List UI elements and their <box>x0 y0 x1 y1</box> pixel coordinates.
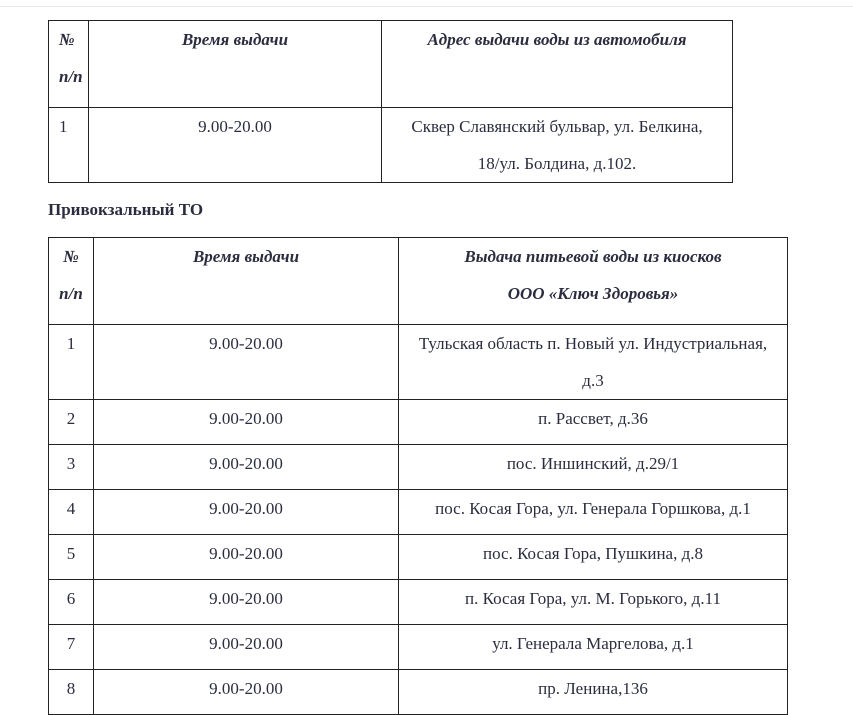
row-time-cell: 9.00-20.00 <box>94 625 399 670</box>
header-num-label: п/п <box>59 67 83 86</box>
row-num-cell: 8 <box>49 670 94 715</box>
kiosk-table <box>48 237 788 715</box>
section-title: Привокзальный ТО <box>48 200 204 219</box>
table-row <box>49 325 788 400</box>
header-num-label: п/п <box>59 284 83 303</box>
row-time-cell: 9.00-20.00 <box>94 580 399 625</box>
row-time-cell: 9.00-20.00 <box>94 535 399 580</box>
header-num-symbol: № <box>59 30 75 49</box>
row-time-cell: 9.00-20.00 <box>94 445 399 490</box>
table-row <box>49 625 788 670</box>
header-cell-time <box>94 238 399 325</box>
row-time-cell: 9.00-20.00 <box>94 400 399 445</box>
header-cell-time <box>89 21 382 108</box>
row-address-line1: Тульская область п. Новый ул. Индустриальная, <box>418 334 768 353</box>
row-address-line1: Сквер Славянский бульвар, ул. Белкина, <box>411 117 703 136</box>
header-place-line2: ООО «Ключ Здоровья» <box>507 284 679 303</box>
table-row <box>49 490 788 535</box>
row-address-cell <box>382 108 733 183</box>
row-address-cell: пос. Иншинский, д.29/1 <box>399 445 788 490</box>
header-place-line1: Выдача питьевой воды из киосков <box>464 247 722 266</box>
row-address-cell: ул. Генерала Маргелова, д.1 <box>399 625 788 670</box>
row-num-cell: 4 <box>49 490 94 535</box>
row-num-cell: 7 <box>49 625 94 670</box>
row-address-line2: д.3 <box>582 371 604 390</box>
row-address-line2: 18/ул. Болдина, д.102. <box>477 154 637 173</box>
table-row <box>49 580 788 625</box>
header-time-label: Время выдачи <box>192 247 300 266</box>
row-address-cell: пр. Ленина,136 <box>399 670 788 715</box>
table-row <box>49 445 788 490</box>
row-address-cell: п. Рассвет, д.36 <box>399 400 788 445</box>
header-cell-num <box>49 21 89 108</box>
row-address-cell <box>399 325 788 400</box>
row-num-cell: 6 <box>49 580 94 625</box>
table-row <box>49 535 788 580</box>
row-address-cell: п. Косая Гора, ул. М. Горького, д.11 <box>399 580 788 625</box>
row-time-cell: 9.00-20.00 <box>94 490 399 535</box>
row-num-cell: 1 <box>49 325 94 400</box>
row-num-cell: 2 <box>49 400 94 445</box>
table-row <box>49 108 733 183</box>
row-time-cell: 9.00-20.00 <box>94 325 399 400</box>
row-address-cell: пос. Косая Гора, Пушкина, д.8 <box>399 535 788 580</box>
row-time-cell: 9.00-20.00 <box>94 670 399 715</box>
row-num-cell: 5 <box>49 535 94 580</box>
header-address-label: Адрес выдачи воды из автомобиля <box>427 30 687 49</box>
row-num-cell: 1 <box>49 108 89 183</box>
header-num-symbol: № <box>63 247 79 266</box>
row-time-cell: 9.00-20.00 <box>89 108 382 183</box>
row-address-cell: пос. Косая Гора, ул. Генерала Горшкова, д.1 <box>399 490 788 535</box>
table-row <box>49 670 788 715</box>
header-cell-place <box>399 238 788 325</box>
header-cell-address <box>382 21 733 108</box>
table-row <box>49 400 788 445</box>
header-cell-num <box>49 238 94 325</box>
table-header-row <box>49 238 788 325</box>
header-time-label: Время выдачи <box>181 30 289 49</box>
water-truck-table <box>48 20 733 183</box>
row-num-cell: 3 <box>49 445 94 490</box>
top-divider <box>0 6 853 7</box>
table-header-row <box>49 21 733 108</box>
